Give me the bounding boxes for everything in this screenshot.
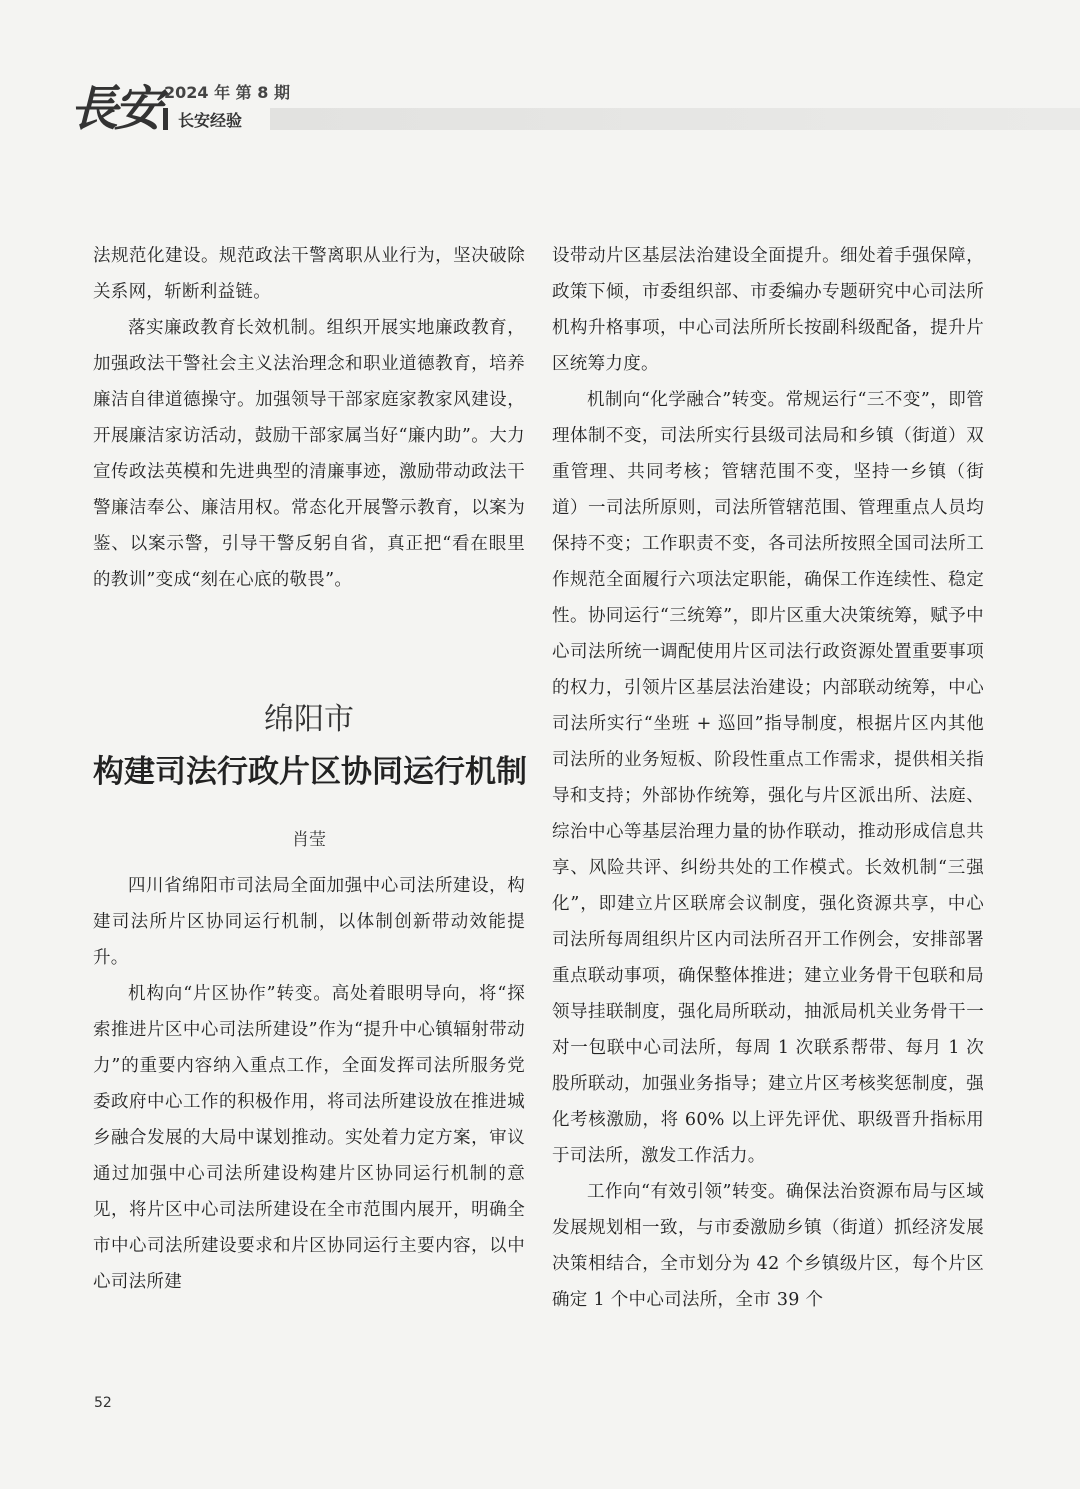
header-band bbox=[270, 108, 1080, 130]
magazine-logo: 長安 bbox=[70, 81, 159, 137]
paragraph: 法规范化建设。规范政法干警离职从业行为，坚决破除关系网，斩断利益链。 bbox=[93, 246, 525, 302]
issue-label: 2024 年 第 8 期 bbox=[164, 83, 290, 102]
article-title: 构建司法行政片区协同运行机制 bbox=[93, 754, 527, 790]
right-column bbox=[552, 238, 984, 1318]
left-column bbox=[93, 238, 525, 1300]
article-title-block bbox=[93, 694, 525, 850]
page-header bbox=[0, 60, 1080, 150]
paragraph: 落实廉政教育长效机制。组织开展实地廉政教育，加强政法干警社会主义法治理念和职业道德教育，培养廉洁自律道德操守。加强领导干部家庭家教家风建设，开展廉洁家访活动，鼓励干部家属当好“廉内助”。大力宣传政法英模和先进典型的清廉事迹，激励带动政法干警廉洁奉公、廉洁用权。常态化开展警示教育，以案为鉴、以案示警，引导干警反躬自省，真正把“看在眼里的教训”变成“刻在心底的敬畏”。 bbox=[93, 318, 525, 590]
paragraph: 工作向“有效引领”转变。确保法治资源布局与区域发展规划相一致，与市委激励乡镇（街道）抓经济发展决策相结合，全市划分为 42 个乡镇级片区，每个片区确定 1 个中心司法所，全市 39 个 bbox=[552, 1182, 984, 1310]
section-label: 长安经验 bbox=[178, 111, 243, 130]
article-city: 绵阳市 bbox=[264, 702, 354, 737]
paragraph: 四川省绵阳市司法局全面加强中心司法所建设，构建司法所片区协同运行机制，以体制创新带动效能提升。 bbox=[93, 876, 525, 968]
page-number: 52 bbox=[94, 1395, 112, 1411]
paragraph: 机构向“片区协作”转变。高处着眼明导向，将“探索推进片区中心司法所建设”作为“提升中心镇辐射带动力”的重要内容纳入重点工作，全面发挥司法所服务党委政府中心工作的积极作用，将司法所建设放在推进城乡融合发展的大局中谋划推动。实处着力定方案，审议通过加强中心司法所建设构建片区协同运行机制的意见，将片区中心司法所建设在全市范围内展开，明确全市中心司法所建设要求和片区协同运行主要内容，以中心司法所建 bbox=[93, 984, 525, 1292]
section-marker bbox=[163, 108, 168, 130]
paragraph: 设带动片区基层法治建设全面提升。细处着手强保障，政策下倾，市委组织部、市委编办专题研究中心司法所机构升格事项，中心司法所所长按副科级配备，提升片区统筹力度。 bbox=[552, 246, 984, 374]
article-author: 肖莹 bbox=[292, 830, 326, 850]
paragraph: 机制向“化学融合”转变。常规运行“三不变”，即管理体制不变，司法所实行县级司法局和乡镇（街道）双重管理、共同考核；管辖范围不变，坚持一乡镇（街道）一司法所原则，司法所管辖范围、管理重点人员均保持不变；工作职责不变，各司法所按照全国司法所工作规范全面履行六项法定职能，确保工作连续性、稳定性。协同运行“三统筹”，即片区重大决策统筹，赋予中心司法所统一调配使用片区司法行政资源处置重要事项的权力，引领片区基层法治建设；内部联动统筹，中心司法所实行“坐班 + 巡回”指导制度，根据片区内其他司法所的业务短板、阶段性重点工作需求，提供相关指导和支持；外部协作统筹，强化与片区派出所、法庭、综治中心等基层治理力量的协作联动，推动形成信息共享、风险共评、纠纷共处的工作模式。长效机制“三强化”，即建立片区联席会议制度，强化资源共享，中心司法所每周组织片区内司法所召开工作例会，安排部署重点联动事项，确保整体推进；建立业务骨干包联和局领导挂联制度，强化局所联动，抽派局机关业务骨干一对一包联中心司法所，每周 1 次联系帮带、每月 1 次股所联动，加强业务指导；建立片区考核奖惩制度，强化考核激励，将 60% 以上评先评优、职级晋升指标用于司法所，激发工作活力。 bbox=[552, 390, 984, 1166]
